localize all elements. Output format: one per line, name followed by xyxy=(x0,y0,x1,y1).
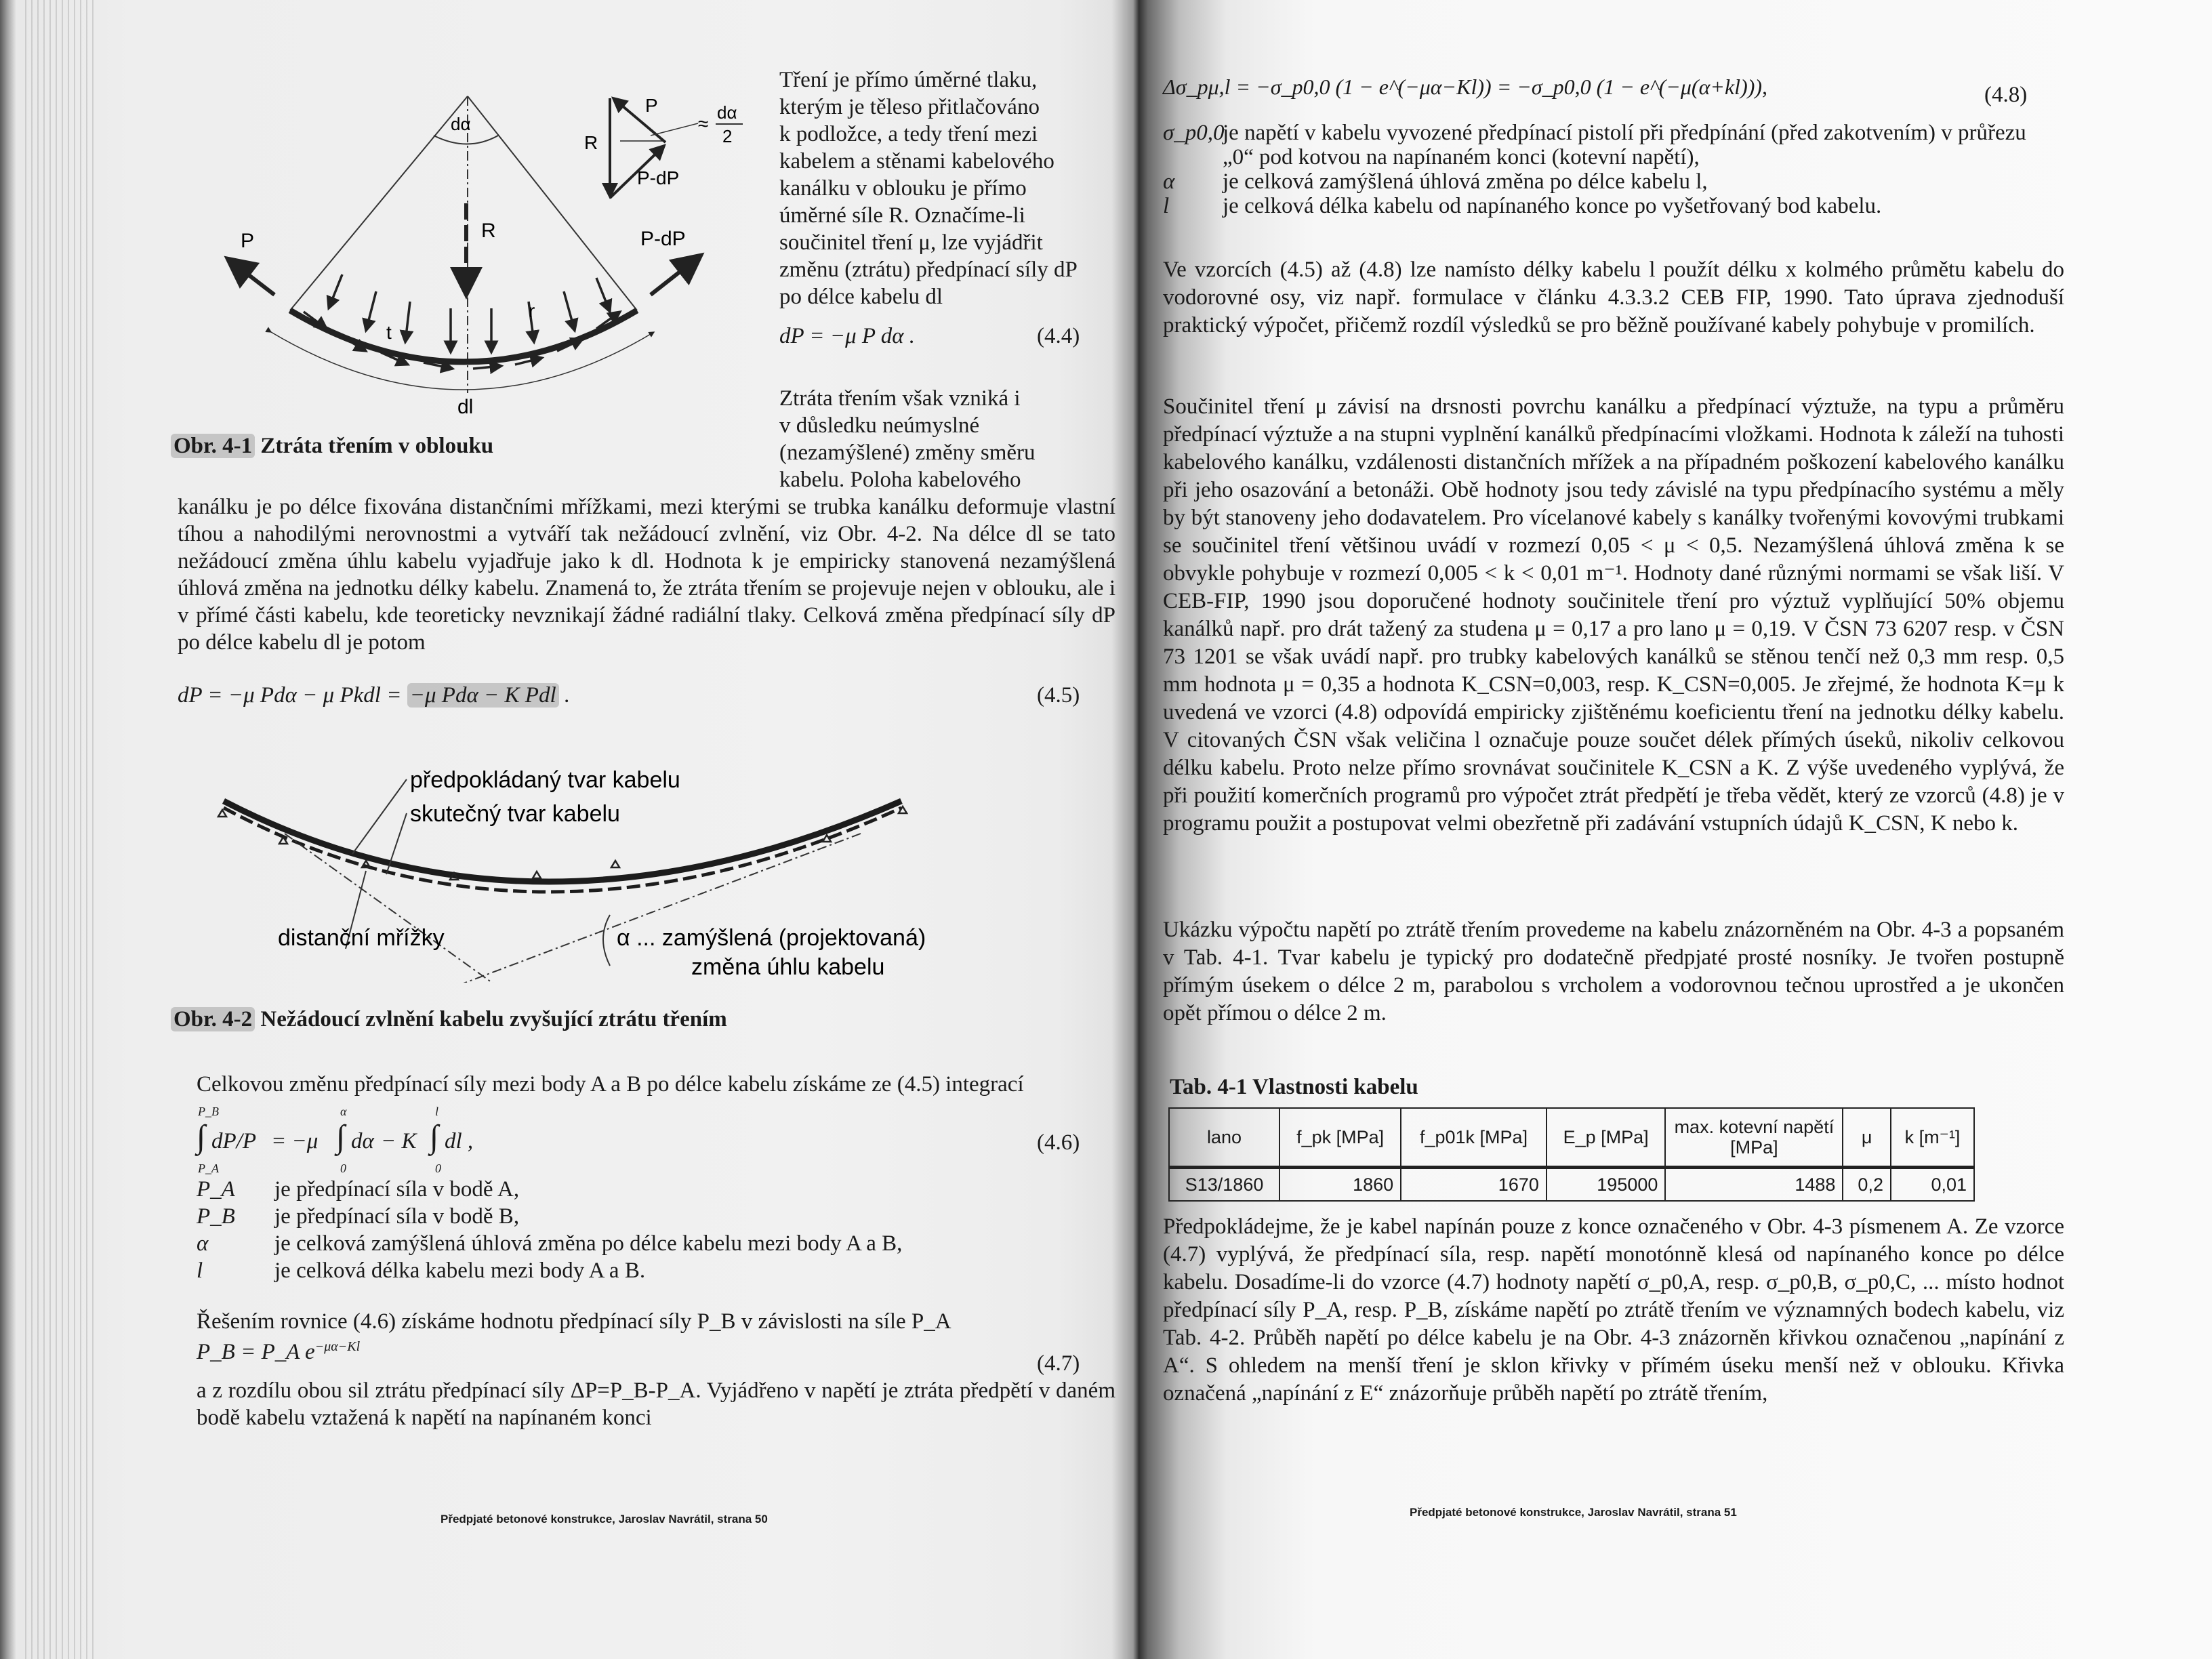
eq-part: − K xyxy=(381,1129,417,1153)
definition-row xyxy=(197,1257,1115,1284)
def-symbol: P_A xyxy=(197,1177,235,1202)
main-paragraph: kanálku je po délce fixována distančními mřížkami, mezi kterými se trubka kanálku deformuje vlastní tíhou a nahodilými nerovnostmi a vytváří tak nežádoucí zvlnění, viz Obr. 4-2. Na délce dl se tato nežádoucí změna úhlu kabelu vyjadřuje jako k dl. Hodnota k je empiricky stanovená nezamýšlená úhlová změna na jednotku délky kabelu. Znamená to, že ztráta třením se projevuje nejen v oblouku, ale i v přímé části kabelu, kde teoreticky nevznikají žádné radiální tlaky. Celková změna předpínací síly dP po délce kabelu dl je potom xyxy=(178,495,1115,655)
line: kanálku v oblouku je přímo xyxy=(779,176,1027,201)
page-footer-51: Předpjaté betonové konstrukce, Jaroslav Navrátil, strana 51 xyxy=(1410,1506,1737,1519)
line: k podložce, a tedy tření mezi xyxy=(779,122,1038,146)
tri-label-r: R xyxy=(584,132,598,153)
limit-lower: 0 xyxy=(435,1162,441,1175)
page-51 xyxy=(1139,0,2212,1659)
caption-number: Obr. 4-2 xyxy=(171,1007,255,1031)
equation-4-5-number: (4.5) xyxy=(1037,683,1080,708)
tri-label-p: P xyxy=(645,95,658,116)
col-lano: lano xyxy=(1169,1108,1279,1168)
limit-upper: l xyxy=(435,1105,439,1118)
col-fpk: f_pk [MPa] xyxy=(1279,1108,1401,1168)
label-p: P xyxy=(241,230,255,252)
figure-4-1-friction-in-arc xyxy=(163,68,745,420)
figure-4-1-caption xyxy=(171,434,493,459)
definition-row xyxy=(1163,169,2037,194)
def-text: je celková délka kabelu mezi body A a B. xyxy=(274,1258,646,1283)
label-spacers: distanční mřížky xyxy=(278,925,445,951)
def-text: je celková zamýšlená úhlová změna po délce kabelu l, xyxy=(1223,169,1708,194)
equation-4-5 xyxy=(178,683,570,708)
equation-4-7 xyxy=(197,1339,360,1365)
right-definitions xyxy=(1163,121,2037,218)
table-4-1-caption: Tab. 4-1 Vlastnosti kabelu xyxy=(1170,1075,1418,1099)
integrand: dl , xyxy=(445,1129,474,1153)
def-symbol: l xyxy=(197,1258,203,1283)
cell: 195000 xyxy=(1547,1168,1666,1202)
col-mu: μ xyxy=(1843,1108,1891,1168)
label-r: R xyxy=(481,220,496,242)
cell: 0,2 xyxy=(1843,1168,1891,1202)
cell: 0,01 xyxy=(1891,1168,1974,1202)
sector-left-edge xyxy=(290,96,468,310)
col-fp01k: f_p01k [MPa] xyxy=(1401,1108,1547,1168)
integral-sign: ∫ xyxy=(197,1119,206,1155)
definition-row xyxy=(1163,121,2037,169)
definitions-list xyxy=(197,1176,1115,1284)
figure-4-2-cable-waviness xyxy=(183,759,996,983)
definition-row xyxy=(197,1230,1115,1257)
side-paragraph-1 xyxy=(779,66,1114,310)
limit-lower: 0 xyxy=(340,1162,346,1175)
eq-part: = −μ xyxy=(271,1129,319,1153)
page-edges xyxy=(20,0,95,1659)
line: Ztráta třením však vzniká i xyxy=(779,386,1021,411)
alpha-arc xyxy=(603,915,610,966)
force-p-arrow xyxy=(230,261,274,295)
def-text: je celková zamýšlená úhlová změna po délce kabelu mezi body A a B, xyxy=(274,1231,903,1256)
label-alpha-line2: změna úhlu kabelu xyxy=(691,954,885,980)
line: po délce kabelu dl xyxy=(779,285,943,309)
integrand: dP/P xyxy=(211,1129,256,1153)
table-header-row xyxy=(1169,1108,1974,1168)
col-k: k [m⁻¹] xyxy=(1891,1108,1974,1168)
label-r-small: r xyxy=(529,300,535,321)
table-4-1-cable-properties xyxy=(1168,1107,1975,1202)
half-angle-numerator: dα xyxy=(717,102,737,123)
definition-row xyxy=(197,1176,1115,1203)
limit-lower: P_A xyxy=(198,1162,219,1175)
line: kterým je těleso přitlačováno xyxy=(779,95,1040,119)
def-symbol: α xyxy=(197,1231,209,1256)
eq-end: . xyxy=(558,683,571,708)
cell: 1670 xyxy=(1401,1168,1547,1202)
equation-4-6 xyxy=(197,1105,1115,1179)
label-actual-shape: skutečný tvar kabelu xyxy=(410,801,620,827)
line: kabelu. Poloha kabelového xyxy=(779,468,1021,492)
paragraph-projection: Ve vzorcích (4.5) až (4.8) lze namísto délky kabelu l použít délku x kolmého průmětu kabelu do vodorovné osy, viz např. formulace v článku 4.3.3.2 CEB FIP, 1990. Tato úprava zjednoduší praktický výpočet, přičemž rozdíl výsledků se pro běžně používané kabely pohybuje v promilích. xyxy=(1163,258,2064,337)
d-alpha-arc xyxy=(434,136,498,144)
eq-part: dP = −μ Pdα − μ Pkdl = xyxy=(178,683,407,708)
caption-text: Nežádoucí zvlnění kabelu zvyšující ztrátu třením xyxy=(255,1007,727,1031)
sector-right-edge xyxy=(468,96,637,310)
paragraph-friction-coefficient: Součinitel tření μ závisí na drsnosti povrchu kanálku a předpínací výztuže, na typu a průměru předpínací výztuže a na stupni vyplnění kanálků předpínacími vložkami. Hodnota k záleží na tuhosti kabelového kanálku, vzdálenosti distančních mřížek a na případném poškození kabelového kanálku při jeho osazování a betonáži. Obě hodnoty jsou tedy závislé na typu předpínacího systému a měly by být stanoveny jeho dodavatelem. Pro vícelanové kabely s kanálky tvořenými kovovými trubkami se součinitel tření většinou uvádí v rozmezí 0,05 < μ < 0,5. Nezamýšlená úhlová změna k se obvykle pohybuje v rozmezí 0,005 < k < 0,01 m⁻¹. Hodnoty dané různými normami se však liší. V CEB-FIP, 1990 jsou doporučené hodnoty součinitele tření pro výztuž vyplňující 50% objemu kanálků např. pro drát tažený za studena μ = 0,17 a pro lano μ = 0,19. V ČSN 73 6207 resp. v ČSN 73 1201 se však uvádí např. pro trubky kabelových kanálků se stěnou tenčí než 0,3 mm resp. 0,5 mm hodnota μ = 0,35 a hodnota K_CSN=0,003, resp. K_CSN=0,005. Je zřejmé, že hodnota K=μ k uvedená ve vzorci (4.8) odpovídá empiricky zjištěnému koeficientu tření na jednotku délky kabelu. V citovaných ČSN však veličina l označuje pouze součet délek přímých úseků, nikoliv celkovou délku kabelu. Proto nelze přímo srovnávat součinitele K_CSN a K. Z výše uvedeného vyplývá, že při použití komerčních programů pro výpočet ztrát předpětí je třeba vědět, který ze vzorců (4.8) je v programu použit a postupovat velmi obezřetně při zadávání vstupních údajů K_CSN, K nebo k. xyxy=(1163,394,2064,836)
line: (nezamýšlené) změny směru xyxy=(779,441,1036,465)
eq-exponent: −μα−Kl xyxy=(314,1339,361,1354)
definition-row xyxy=(1163,194,2037,218)
half-angle-denominator: 2 xyxy=(722,126,733,146)
caption-text: Ztráta třením v oblouku xyxy=(255,434,494,458)
solution-intro: Řešením rovnice (4.6) získáme hodnotu předpínací síly P_B v závislosti na síle P_A xyxy=(197,1309,951,1334)
integrand: dα xyxy=(351,1129,374,1153)
line: Tření je přímo úměrné tlaku, xyxy=(779,68,1038,92)
def-text: je předpínací síla v bodě B, xyxy=(274,1204,520,1229)
cell: 1860 xyxy=(1279,1168,1401,1202)
def-symbol: σ_p0,0 xyxy=(1163,121,1225,145)
line: úměrné síle R. Označíme-li xyxy=(779,203,1025,228)
limit-upper: P_B xyxy=(198,1105,219,1118)
page-footer-50: Předpjaté betonové konstrukce, Jaroslav Navrátil, strana 50 xyxy=(441,1513,768,1525)
equation-4-4: dP = −μ P dα . xyxy=(779,324,916,348)
side-paragraph-2 xyxy=(779,385,1114,493)
integral-sign: ∫ xyxy=(430,1119,439,1155)
def-symbol: P_B xyxy=(197,1204,235,1229)
line: v důsledku neúmyslné xyxy=(779,413,980,438)
label-assumed-shape: předpokládaný tvar kabelu xyxy=(410,767,680,793)
loss-paragraph: a z rozdílu obou sil ztrátu předpínací síly ΔP=P_B-P_A. Vyjádřeno v napětí je ztráta předpětí v daném bodě kabelu vztažená k napětí na napínaném konci xyxy=(197,1378,1115,1430)
label-dl: dl xyxy=(457,396,474,418)
caption-number: Obr. 4-1 xyxy=(171,434,255,458)
def-text: je napětí v kabelu vyvozené předpínací pistolí při předpínání (před zakotvením) v průřezu „0“ pod kotvou na napínaném konci (kotevní napětí), xyxy=(1223,121,2026,169)
approx-sign: ≈ xyxy=(698,113,709,134)
label-alpha-line1: α ... zamýšlená (projektovaná) xyxy=(617,925,926,951)
col-max-anchor-stress: max. kotevní napětí [MPa] xyxy=(1665,1108,1843,1168)
integral-sign: ∫ xyxy=(336,1119,346,1155)
line: změnu (ztrátu) předpínací síly dP xyxy=(779,258,1078,282)
equation-4-8-number: (4.8) xyxy=(1984,83,2028,107)
cell: S13/1860 xyxy=(1169,1168,1279,1202)
force-p-dp-arrow xyxy=(651,258,698,295)
def-text: je předpínací síla v bodě A, xyxy=(274,1177,520,1202)
equation-4-8: Δσ_pμ,l = −σ_p0,0 (1 − e^(−μα−Kl)) = −σ_p0,0 (1 − e^(−μ(α+kl))), xyxy=(1163,75,1768,99)
tri-label-p-dp: P-dP xyxy=(637,167,680,188)
col-ep: E_p [MPa] xyxy=(1547,1108,1666,1168)
def-text: je celková délka kabelu od napínaného konce po vyšetřovaný bod kabelu. xyxy=(1223,194,1882,218)
equation-4-4-number: (4.4) xyxy=(1037,324,1080,348)
eq-base: P_B = P_A e xyxy=(197,1340,315,1364)
limit-upper: α xyxy=(340,1105,347,1118)
paragraph-tensioning: Předpokládejme, že je kabel napínán pouze z konce označeného v Obr. 4-3 písmenem A. Ze vzorce (4.7) vyplývá, že předpínací síla, resp. napětí monotónně klesá od napínaného konce po délce kabelu. Dosadíme-li do vzorce (4.7) hodnoty napětí σ_p0,A, resp. σ_p0,B, σ_p0,C, ... místo hodnot předpínací síly P_A, resp. P_B, získáme napětí po ztrátě třením ve významných bodech kabelu, viz Tab. 4-2. Průběh napětí po délce kabelu je na Obr. 4-3 znázorněn křivkou označenou „napínání z A“. S ohledem na menší tření je sklon křivky v přímém úseku menší než v oblouku. Křivka označená „napínání z E“ znázorňuje průběh napětí po ztrátě třením, xyxy=(1163,1214,2064,1406)
equation-4-6-number: (4.6) xyxy=(1037,1130,1080,1155)
line: součinitel tření μ, lze vyjádřit xyxy=(779,230,1043,255)
def-symbol: l xyxy=(1163,194,1170,218)
definition-row xyxy=(197,1203,1115,1230)
label-t: t xyxy=(386,322,392,343)
cell: 1488 xyxy=(1665,1168,1843,1202)
label-d-alpha: dα xyxy=(451,114,471,134)
eq-highlight: −μ Pdα − K Pdl xyxy=(407,683,559,708)
label-p-dp: P-dP xyxy=(640,228,686,250)
integration-intro: Celkovou změnu předpínací síly mezi body A a B po délce kabelu získáme ze (4.5) integrací xyxy=(197,1072,1024,1097)
line: kabelem a stěnami kabelového xyxy=(779,149,1054,173)
figure-4-2-caption xyxy=(171,1007,727,1032)
def-symbol: α xyxy=(1163,169,1175,194)
paragraph-example: Ukázku výpočtu napětí po ztrátě třením provedeme na kabelu znázorněném na Obr. 4-3 a popsaném v Tab. 4-1. Tvar kabelu je typický pro dodatečně předpjaté prosté nosníky. Je tvořen postupně přímým úsekem o délce 2 m, parabolou s vrcholem a vodorovnou tečnou uprostřed a je ukončen opět přímou o délce 2 m. xyxy=(1163,918,2064,1025)
table-row xyxy=(1169,1168,1974,1202)
equation-4-7-number: (4.7) xyxy=(1037,1351,1080,1376)
leader-assumed xyxy=(352,779,407,854)
